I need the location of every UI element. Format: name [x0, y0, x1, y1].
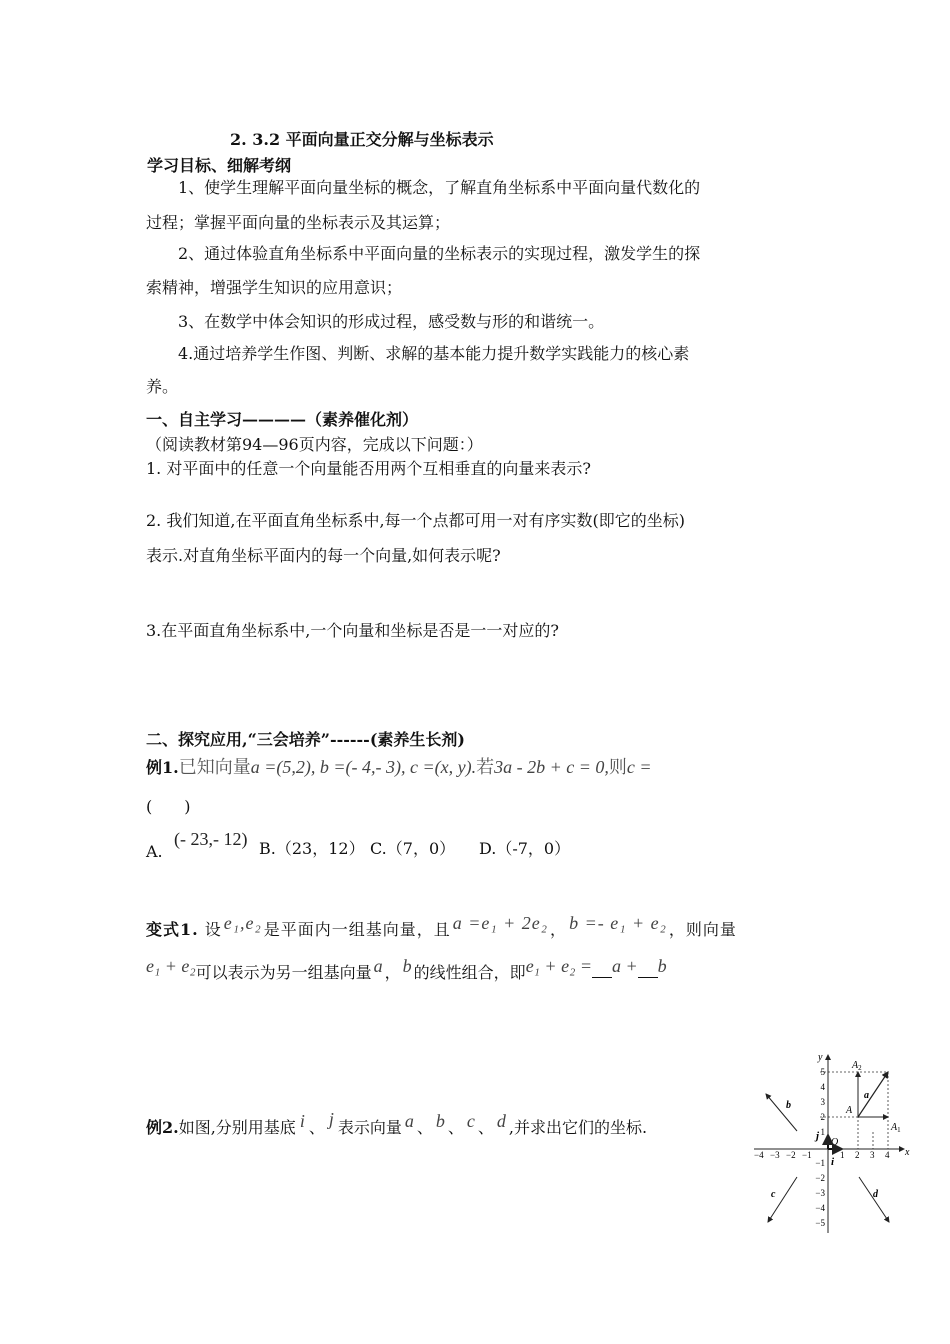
y-tick: −5	[815, 1218, 825, 1228]
example-2-sep-2: 、	[416, 1118, 433, 1137]
example-2-text-3: ,并求出它们的坐标.	[508, 1118, 648, 1137]
example-2-j: j	[328, 1109, 334, 1129]
example-2	[146, 1109, 648, 1138]
example-1-prefix: 已知向量	[178, 757, 251, 778]
goal-1-line-2: 过程；掌握平面向量的坐标表示及其运算；	[146, 213, 451, 232]
example-2-i: i	[299, 1111, 305, 1131]
variation-1-text-1: 设	[204, 920, 222, 939]
x-tick: 2	[855, 1150, 860, 1160]
variation-1-vector-a: a =e₁ + 2e₂	[452, 913, 549, 933]
x-axis-label: x	[905, 1147, 910, 1158]
example-1-then: 则	[608, 757, 627, 778]
example-1	[146, 753, 652, 779]
point-A2-label	[851, 1060, 862, 1072]
point-A1-letter: A	[891, 1122, 898, 1133]
variation-1-blank-1[interactable]	[592, 963, 612, 978]
y-tick: −2	[815, 1173, 825, 1183]
example-2-c: c	[466, 1111, 475, 1131]
question-3: 3.在平面直角坐标系中,一个向量和坐标是否是一一对应的?	[146, 621, 559, 640]
option-c: C.（7，0）	[370, 839, 456, 858]
variation-1-line-2	[146, 956, 667, 983]
y-tick-labels	[815, 1067, 825, 1228]
example-1-vectors: a =(5,2), b =(- 4,- 3), c =(x, y).	[250, 757, 477, 777]
y-tick: −3	[815, 1188, 825, 1198]
point-A2-letter: A	[852, 1060, 859, 1071]
example-1-label: 例1.	[146, 758, 179, 777]
variation-1-vector-b: b =- e₁ + e₂	[569, 913, 667, 933]
y-tick: 2	[820, 1112, 825, 1122]
point-A1-sub: 1	[897, 1126, 901, 1134]
reading-note: （阅读教材第94—96页内容，完成以下问题：）	[146, 435, 483, 454]
variation-1-basis-a: a	[373, 956, 383, 976]
variation-1-basis: e₁,e₂	[223, 913, 262, 933]
x-tick: −3	[770, 1150, 780, 1160]
y-tick: 5	[820, 1067, 825, 1077]
question-2-line-2: 表示.对直角坐标平面内的每一个向量,如何表示呢?	[146, 546, 501, 565]
goal-2-line-1: 2、通过体验直角坐标系中平面向量的坐标表示的实现过程，激发学生的探	[178, 244, 701, 263]
option-b: B.（23，12）	[259, 839, 365, 858]
example-2-a: a	[404, 1111, 414, 1131]
vector-a	[858, 1072, 888, 1117]
variation-1-basis-b: b	[402, 956, 412, 976]
goal-4-line-2: 养。	[146, 377, 179, 396]
vector-b	[766, 1094, 797, 1131]
variation-1-eq-a: a +	[611, 956, 638, 976]
variation-1-eq-left: e₁ + e₂ =	[525, 956, 592, 976]
example-2-d: d	[496, 1111, 506, 1131]
vector-a-label: a	[864, 1090, 869, 1101]
x-tick: −2	[786, 1150, 796, 1160]
section-2-heading: 二、探究应用,“三会培养”------(素养生长剂)	[146, 730, 465, 749]
vector-b-label: b	[786, 1100, 791, 1111]
section-1-heading: 一、自主学习————（素养催化剂）	[146, 410, 419, 429]
goal-4-line-1: 4.通过培养学生作图、判断、求解的基本能力提升数学实践能力的核心素	[178, 344, 690, 363]
variation-1-sum: e₁ + e₂	[146, 956, 196, 976]
point-A-label: A	[846, 1105, 853, 1116]
goals-heading: 学习目标、细解考纲	[147, 156, 292, 175]
example-1-if: 若	[476, 757, 495, 778]
variation-1-text-3: ，则向量	[668, 920, 737, 939]
example-2-sep-1: 、	[308, 1118, 325, 1137]
goal-1-line-1: 1、使学生理解平面向量坐标的概念，了解直角坐标系中平面向量代数化的	[178, 178, 701, 197]
variation-1-sep: ，	[384, 963, 401, 982]
option-a-label: A.	[146, 842, 163, 861]
x-tick: 4	[885, 1150, 890, 1160]
variation-1-text-2: 是平面内一组基向量，且	[263, 920, 451, 939]
x-tick: 3	[870, 1150, 875, 1160]
example-2-text-1: 如图,分别用基底	[178, 1118, 296, 1137]
example-2-label: 例2.	[146, 1118, 179, 1137]
goal-2-line-2: 索精神，增强学生知识的应用意识；	[146, 278, 403, 297]
point-A2-sub: 2	[858, 1064, 862, 1072]
example-2-b: b	[435, 1111, 445, 1131]
example-2-sep-3: 、	[447, 1118, 464, 1137]
x-tick: −4	[754, 1150, 764, 1160]
x-tick: 1	[840, 1150, 845, 1160]
question-1: 1. 对平面中的任意一个向量能否用两个互相垂直的向量来表示?	[146, 459, 591, 478]
vector-coordinate-figure	[752, 1047, 914, 1237]
variation-1-eq-b: b	[657, 956, 667, 976]
x-tick: −1	[802, 1150, 812, 1160]
example-1-c: c =	[626, 757, 652, 777]
y-tick: 3	[820, 1097, 825, 1107]
page-title: 2. 3.2 平面向量正交分解与坐标表示	[230, 130, 494, 149]
unit-j-label: j	[816, 1130, 820, 1142]
goal-3: 3、在数学中体会知识的形成过程，感受数与形的和谐统一。	[178, 312, 605, 331]
example-2-text-2: 表示向量	[337, 1118, 402, 1137]
question-2-line-1: 2. 我们知道,在平面直角坐标系中,每一个点都可用一对有序实数(即它的坐标)	[146, 511, 686, 530]
origin-label: O	[831, 1137, 839, 1148]
unit-i-label: i	[831, 1156, 835, 1168]
y-tick: −4	[815, 1203, 825, 1213]
example-1-equation: 3a - 2b + c = 0,	[494, 757, 609, 777]
variation-1-text-5: 的线性组合，即	[413, 963, 526, 982]
y-tick: 1	[820, 1127, 825, 1137]
variation-1-label: 变式1.	[146, 920, 199, 939]
vector-c-label: c	[771, 1189, 776, 1200]
variation-1-blank-2[interactable]	[638, 963, 658, 978]
example-1-answer-paren: ( )	[146, 797, 191, 816]
vector-d-label: d	[873, 1189, 878, 1200]
variation-1-comma: ，	[550, 920, 568, 939]
variation-1-text-4: 可以表示为另一组基向量	[195, 963, 372, 982]
option-a-value: (- 23,- 12)	[174, 829, 248, 849]
option-d: D.（-7，0）	[479, 839, 571, 858]
y-axis-label: y	[818, 1052, 823, 1063]
example-2-sep-4: 、	[477, 1118, 494, 1137]
point-A1-label	[890, 1122, 901, 1134]
y-tick: 4	[820, 1082, 825, 1092]
variation-1-line-1	[146, 913, 737, 940]
y-tick: −1	[815, 1158, 825, 1168]
